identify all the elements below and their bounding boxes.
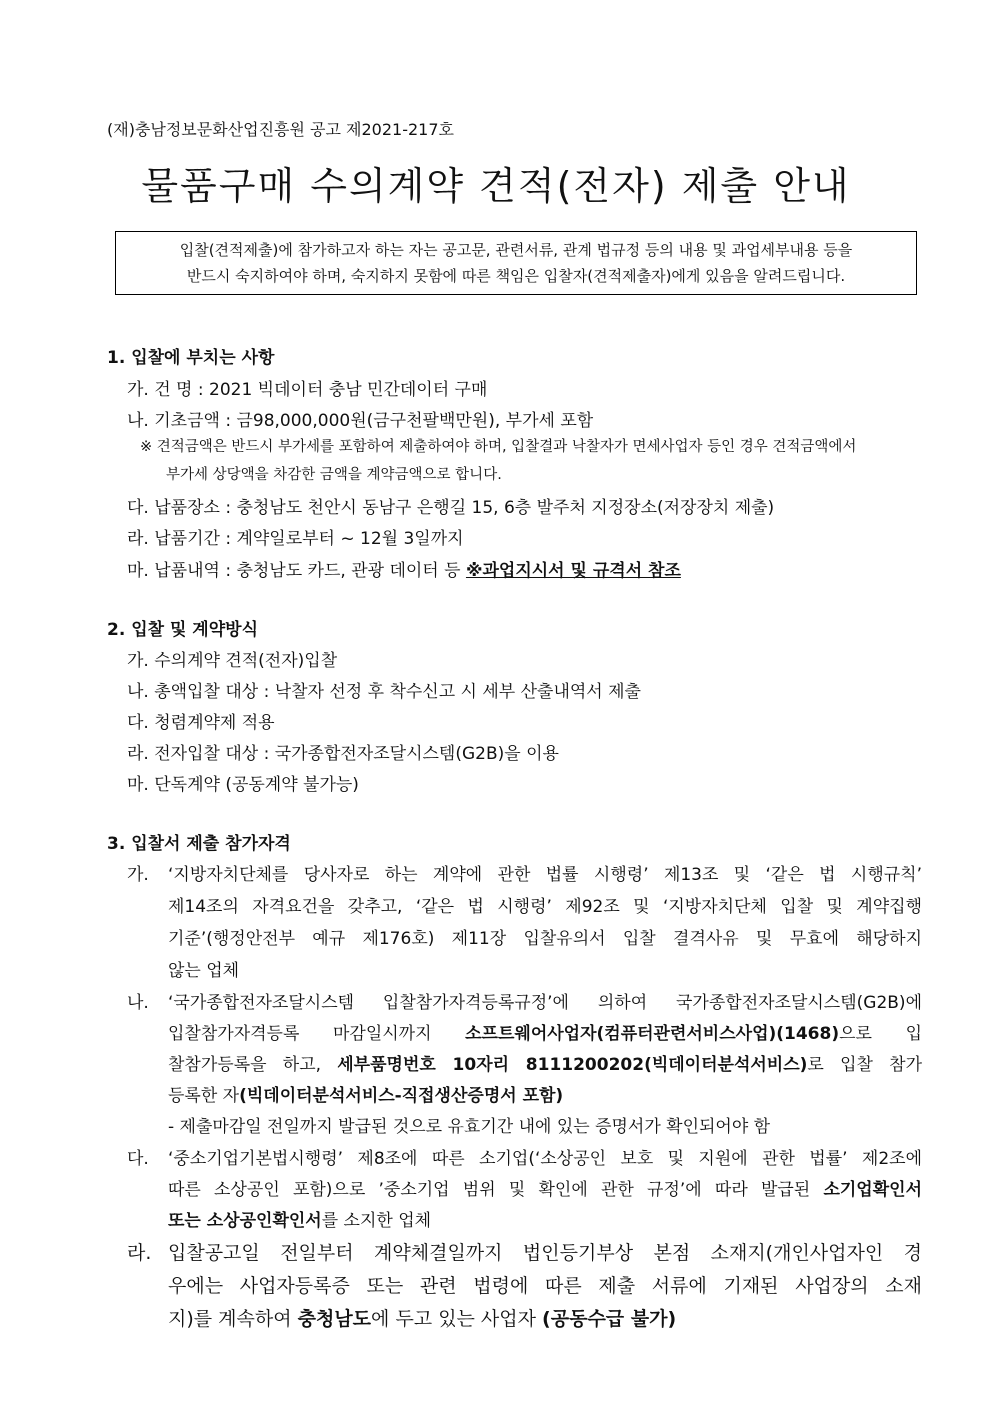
section1-note-line-2: 부가세 상당액을 차감한 금액을 계약금액으로 합니다. bbox=[166, 467, 502, 483]
section2-item-c: 다. 청렴계약제 적용 bbox=[127, 713, 275, 733]
d-line-3-mid: 에 두고 있는 사업자 bbox=[371, 1308, 543, 1330]
notice-box bbox=[115, 231, 917, 295]
section1-item-e-reference: ※과업지시서 및 규격서 참조 bbox=[465, 561, 681, 581]
notice-box-line-1: 입찰(견적제출)에 참가하고자 하는 자는 공고문, 관련서류, 관계 법규정 등의 내용 및 과업세부내용 등을 bbox=[179, 241, 853, 259]
section3-item-b-line-4 bbox=[168, 1081, 922, 1106]
section3-item-b-line-3 bbox=[168, 1050, 922, 1075]
b-line-2-bold: 소프트웨어사업자(컴퓨터관련서비스사업)(1468) bbox=[465, 1024, 840, 1044]
d-line-3-bold-tail: (공동수급 불가) bbox=[542, 1308, 677, 1330]
section1-item-d: 라. 납품기간 : 계약일로부터 ~ 12월 3일까지 bbox=[127, 529, 464, 549]
section3-item-d-line-1: 입찰공고일 전일부터 계약체결일까지 법인등기부상 본점 소재지(개인사업자인 경 bbox=[168, 1242, 922, 1264]
section3-item-a-line-4: 않는 업체 bbox=[168, 961, 240, 981]
b-line-3-text: 찰참가등록을 하고, bbox=[168, 1055, 338, 1075]
section2-item-d: 라. 전자입찰 대상 : 국가종합전자조달시스템(G2B)을 이용 bbox=[127, 744, 559, 764]
d-line-3-text: 지)를 계속하여 bbox=[168, 1308, 298, 1330]
section3-item-d-line-2: 우에는 사업자등록증 또는 관련 법령에 따른 제출 서류에 기재된 사업장의 소재 bbox=[168, 1275, 922, 1297]
section3-item-d-lead: 라. bbox=[127, 1242, 152, 1264]
b-line-2-text: 입찰참가자격등록 마감일시까지 bbox=[168, 1024, 466, 1044]
b-line-2-tail: 으로 입 bbox=[839, 1024, 922, 1044]
section3-item-d-line-3 bbox=[168, 1304, 922, 1331]
section1-item-e-text: 마. 납품내역 : 충청남도 카드, 관광 데이터 등 bbox=[127, 561, 466, 581]
c-line-3-text: 를 소지한 업체 bbox=[321, 1211, 432, 1231]
section3-item-c-line-3 bbox=[168, 1206, 922, 1231]
section3-item-b-line-1: ‘국가종합전자조달시스템 입찰참가자격등록규정’에 의하여 국가종합전자조달시스템(G2B)에 bbox=[168, 993, 922, 1013]
d-line-3-bold: 충청남도 bbox=[297, 1308, 372, 1330]
c-line-2-bold: 소기업확인서 bbox=[823, 1180, 922, 1200]
section2-item-b: 나. 총액입찰 대상 : 낙찰자 선정 후 착수신고 시 세부 산출내역서 제출 bbox=[127, 682, 641, 702]
section2-item-e: 마. 단독계약 (공동계약 불가능) bbox=[127, 775, 359, 795]
notice-number: (재)충남정보문화산업진흥원 공고 제2021-217호 bbox=[107, 120, 454, 139]
section1-item-e bbox=[127, 556, 681, 581]
section3-item-a-line-2: 제14조의 자격요건을 갖추고, ‘같은 법 시행령’ 제92조 및 ‘지방자치단체 입찰 및 계약집행 bbox=[168, 897, 922, 917]
section3-item-a-lead: 가. bbox=[127, 865, 149, 885]
section3-item-b-line-5: - 제출마감일 전일까지 발급된 것으로 유효기간 내에 있는 증명서가 확인되어야 함 bbox=[168, 1117, 771, 1137]
b-line-4-bold: (빅데이터분석서비스-직접생산증명서 포함) bbox=[239, 1086, 564, 1106]
section1-item-a: 가. 건 명 : 2021 빅데이터 충남 민간데이터 구매 bbox=[127, 380, 488, 400]
b-line-3-bold: 세부품명번호 10자리 8111200202(빅데이터분석서비스) bbox=[337, 1055, 808, 1075]
section3-item-b-line-2 bbox=[168, 1019, 922, 1044]
c-line-3-bold: 또는 소상공인확인서 bbox=[168, 1211, 322, 1231]
section3-item-c-line-1: ‘중소기업기본법시행령’ 제8조에 따른 소기업(‘소상공인 보호 및 지원에 관한 법률’ 제2조에 bbox=[168, 1149, 922, 1169]
section1-item-b: 나. 기초금액 : 금98,000,000원(금구천팔백만원), 부가세 포함 bbox=[127, 411, 594, 431]
section2-heading: 2. 입찰 및 계약방식 bbox=[107, 620, 258, 640]
section2-item-a: 가. 수의계약 견적(전자)입찰 bbox=[127, 651, 338, 671]
section3-item-c-line-2 bbox=[168, 1175, 922, 1200]
c-line-2-text: 따른 소상공인 포함)으로 ’중소기업 범위 및 확인에 관한 규정’에 따라 발급된 bbox=[168, 1180, 824, 1200]
section1-heading: 1. 입찰에 부치는 사항 bbox=[107, 348, 275, 368]
section1-item-c: 다. 납품장소 : 충청남도 천안시 동남구 은행길 15, 6층 발주처 지정장소(저장장치 제출) bbox=[127, 498, 775, 518]
section3-item-b-lead: 나. bbox=[127, 993, 149, 1013]
section3-heading: 3. 입찰서 제출 참가자격 bbox=[107, 834, 291, 854]
page-title: 물품구매 수의계약 견적(전자) 제출 안내 bbox=[141, 164, 851, 208]
b-line-3-tail: 로 입찰 참가 bbox=[807, 1055, 922, 1075]
section1-note-line-1: ※ 견적금액은 반드시 부가세를 포함하여 제출하여야 하며, 입찰결과 낙찰자가 면세사업자 등인 경우 견적금액에서 bbox=[140, 439, 857, 455]
b-line-4-text: 등록한 자 bbox=[168, 1086, 240, 1106]
section3-item-a-line-1: ‘지방자치단체를 당사자로 하는 계약에 관한 법률 시행령’ 제13조 및 ‘같은 법 시행규칙’ bbox=[168, 865, 922, 885]
notice-box-line-2: 반드시 숙지하여야 하며, 숙지하지 못함에 따른 책임은 입찰자(견적제출자)에게 있음을 알려드립니다. bbox=[186, 267, 846, 285]
section3-item-c-lead: 다. bbox=[127, 1149, 149, 1169]
section3-item-a-line-3: 기준’(행정안전부 예규 제176호) 제11장 입찰유의서 입찰 결격사유 및 무효에 해당하지 bbox=[168, 929, 922, 949]
